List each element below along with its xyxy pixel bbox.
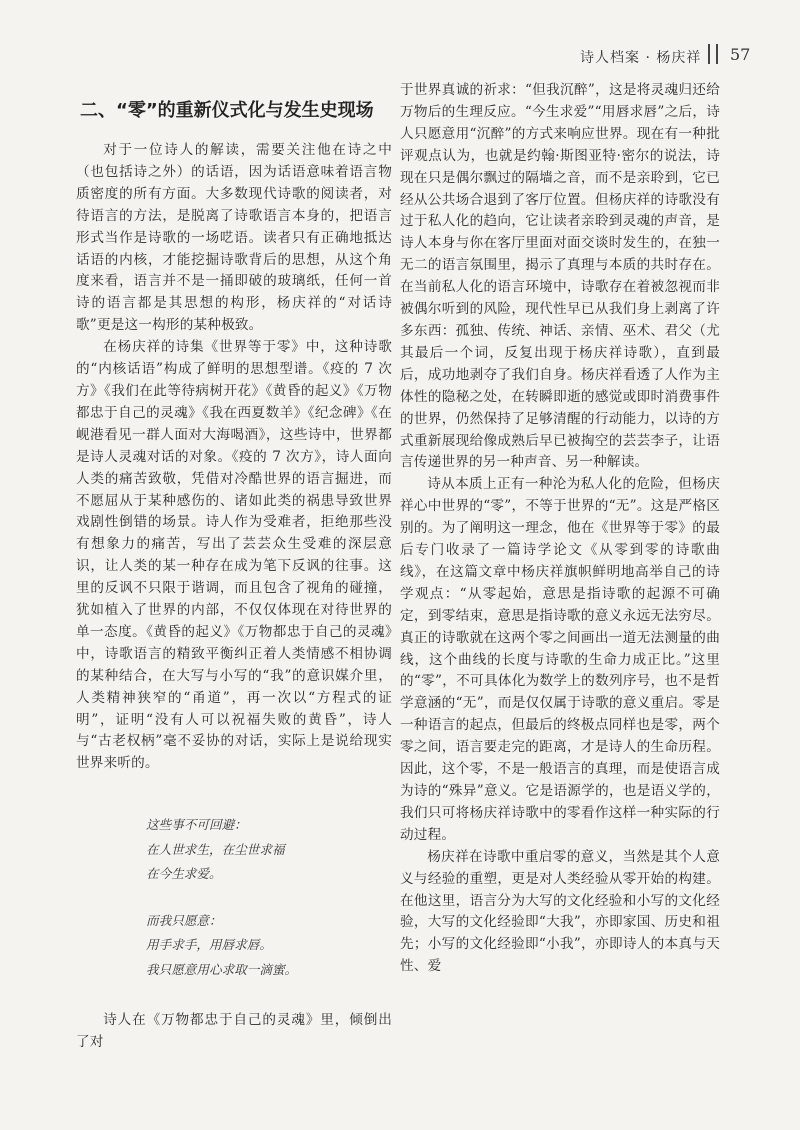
paragraph: 诗从本质上正有一种沦为私人化的危险，但杨庆祥心中世界的“零”，不等于世界的“无”。这是严格区别的。为了阐明这一理念，他在《世界等于零》的最后专门收录了一篇诗学论文《从零到零的诗歌曲线》，在这篇文章中杨庆祥旗帜鲜明地高举自己的诗学观点：“从零起始，意思是指诗歌的起源不可确定，到零结束，意思是指诗歌的意义永远无法穷尽。真正的诗歌就在这两个零之间画出一道无法测量的曲线，这个曲线的长度与诗歌的生命力成正比。”这里的“零”，不可具体化为数学上的数列序号，也不是哲学意涵的“无”，而是仅仅属于诗歌的意义重启。零是一种语言的起点，但最后的终极点同样也是零，两个零之间，语言要走完的距离，才是诗人的生命历程。因此，这个零，不是一般语言的真理，而是使语言成为诗的“殊异”意义。它是语源学的，也是语义学的，我们只可将杨庆祥诗歌中的零看作这样一种实际的行动过程。 (400, 476, 720, 843)
poem-quote (146, 813, 392, 982)
paragraph: 在杨庆祥的诗集《世界等于零》中，这种诗歌的“内核话语”构成了鲜明的思想型谱。《疫的 7 次方》《我们在此等待病树开花》《黄昏的起义》《万物都忠于自己的灵魂》《我在西夏数羊》《纪念碑》《在岘港看见一群人面对大海喝酒》，这些诗中，世界都是诗人灵魂对话的对象。《疫的 7 次方》，诗人面向人类的痛苦致敬，凭借对冷酷世界的语言掘进，而不愿屈从于某种感伤的、诸如此类的祸患导致世界戏剧性倒错的场景。诗人作为受难者，拒绝那些没有想象力的痛苦，写出了芸芸众生受难的深层意识，让人类的某一种存在成为笔下反讽的往事。这里的反讽不只限于谐调，而且包含了视角的碰撞，犹如植入了世界的内部，不仅仅体现在对待世界的单一态度。《黄昏的起义》《万物都忠于自己的灵魂》中，诗歌语言的精致平衡纠正着人类情感不相协调的某种结合，在大写与小写的“我”的意识媒介里，人类精神狭窄的“甬道”，再一次以“方程式的证明”，证明“没有人可以祝福失败的黄昏”，诗人与“古老权柄”毫不妥协的对话，实际上是说给现实世界来听的。 (76, 339, 392, 772)
running-title: 诗人档案 · 杨庆祥 (580, 50, 702, 66)
section-heading: 二、“零”的重新仪式化与发生史现场 (80, 100, 374, 121)
paragraph: 杨庆祥在诗歌中重启零的意义，当然是其个人意义与经验的重塑，更是对人类经验从零开始的构建。在他这里，语言分为大写的文化经验和小写的文化经验，大写的文化经验即“大我”，亦即家国、历史和祖先；小写的文化经验即“小我”，亦即诗人的本真与天性、爱 (400, 848, 720, 975)
paragraph: 对于一位诗人的解读，需要关注他在诗之中（也包括诗之外）的话语，因为话语意味着语言物质密度的所有方面。大多数现代诗歌的阅读者，对待语言的方法，是脱离了诗歌语言本身的，把语言形式当作是诗歌的一场呓语。读者只有正确地抵达话语的内核，才能挖掘诗歌背后的思想，从这个角度来看，语言并不是一捅即破的玻璃纸，任何一首诗的语言都是其思想的构形，杨庆祥的“对话诗歌”更是这一构形的某种极致。 (76, 142, 392, 334)
poem-line: 我只愿意用心求取一滴蜜。 (146, 961, 298, 977)
running-header (560, 44, 760, 68)
left-column (76, 96, 392, 1054)
page-number: 57 (730, 45, 751, 64)
poem-stanza (146, 909, 392, 983)
poem-line: 这些事不可回避： (146, 817, 247, 833)
poem-line: 而我只愿意： (146, 912, 222, 928)
header-divider (708, 44, 718, 64)
paragraph: 于世界真诚的祈求：“但我沉醉”，这是将灵魂归还给万物后的生理反应。“今生求爱”“用唇求唇”之后，诗人只愿意用“沉醉”的方式来响应世界。现在有一种批评观点认为，也就是约翰·斯图亚特·密尔的说法，诗现在只是偶尔飘过的隔墙之音，而不是亲聆到，它已经从公共场合退到了客厅位置。但杨庆祥的诗歌没有过于私人化的趋向，它让读者亲聆到灵魂的声音，是诗人本身与你在客厅里面对面交谈时发生的，在独一无二的语言氛围里，揭示了真理与本质的共时存在。在当前私人化的语言环境中，诗歌存在着被忽视而非被偶尔听到的风险，现代性早已从我们身上剥离了许多东西：孤独、传统、神话、亲情、巫术、君父（尤其最后一个词，反复出现于杨庆祥诗歌），直到最后，成功地剥夺了我们自身。杨庆祥看透了人作为主体性的隐秘之处，在转瞬即逝的感觉或即时消费事件的世界，仍然保持了足够清醒的行动能力，以诗的方式重新展现给像成熟后早已被掏空的芸芸李子，让语言传递世界的另一种声音、另一种解读。 (400, 82, 720, 471)
poem-stanza (146, 813, 392, 887)
poem-line: 在人世求生，在尘世求福 (146, 841, 285, 857)
paragraph: 诗人在《万物都忠于自己的灵魂》里，倾倒出了对 (76, 1012, 392, 1051)
poem-line: 用手求手，用唇求唇。 (146, 937, 272, 953)
right-column (400, 80, 720, 978)
poem-line: 在今生求爱。 (146, 866, 222, 882)
